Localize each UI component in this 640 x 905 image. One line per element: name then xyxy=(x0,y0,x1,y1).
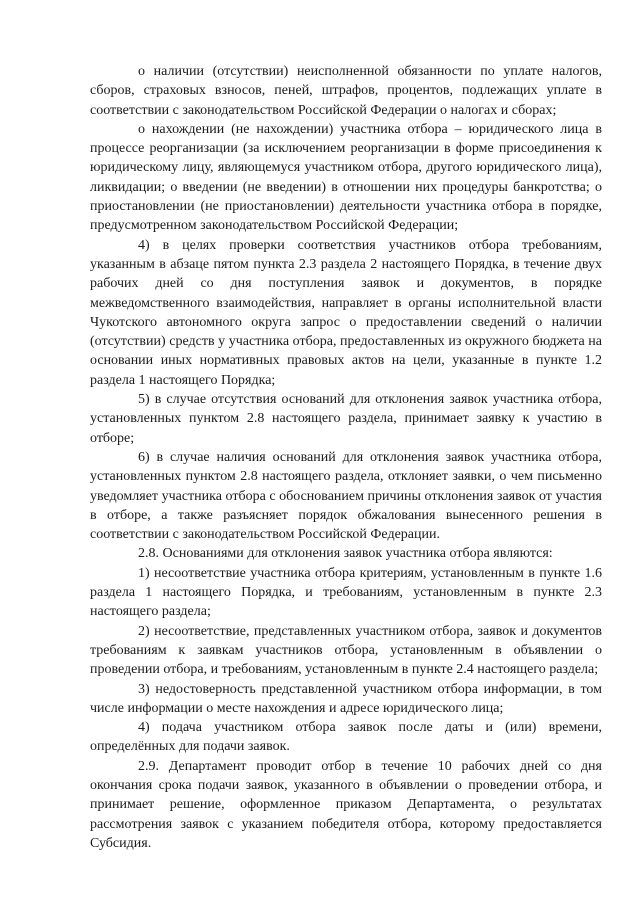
paragraph-section-2-9: 2.9. Департамент проводит отбор в течение 10 рабочих дней со дня окончания срока подачи заявок, указанного в объявлении о проведении отбора, и принимает решение, оформленное приказом Департамента, о результатах рассмотрения заявок с указанием победителя отбора, которому предоставляется Субсидия. xyxy=(90,758,602,851)
paragraph-ground-4: 4) подача участником отбора заявок после даты и (или) времени, определённых для подачи заявок. xyxy=(90,720,602,755)
paragraph-section-2-8-heading: 2.8. Основаниями для отклонения заявок участника отбора являются: xyxy=(138,546,553,562)
paragraph-ground-1: 1) несоответствие участника отбора критериям, установленным в пункте 1.6 раздела 1 настоящего Порядка, и требованиям, установленным в пункте 2.3 настоящего раздела; xyxy=(90,565,602,620)
paragraph-ground-3: 3) недостоверность представленной участником отбора информации, в том числе информации о месте нахождения и адресе юридического лица; xyxy=(90,681,602,716)
paragraph-item-5-accept: 5) в случае отсутствия оснований для отклонения заявок участника отбора, установленных пунктом 2.8 настоящего раздела, принимает заявку к участию в отборе; xyxy=(90,392,602,446)
paragraph-tax-obligation: о наличии (отсутствии) неисполненной обязанности по уплате налогов, сборов, страховых взносов, пеней, штрафов, процентов, подлежащих уплате в соответствии с законодательством Российской Федерации о налогах и сборах; xyxy=(90,64,602,118)
paragraph-reorganization-status: о нахождении (не нахождении) участника отбора – юридического лица в процессе реорганизации (за исключением реорганизации в форме присоединения к юридическому лицу, являющемуся участником отбора, другого юридического лица), ликвидации; о введении (не введении) в отношении них процедуры банкротства; о приостановлении (не приостановлении) деятельности участника отбора в порядке, предусмотренном законодательством Российской Федерации; xyxy=(90,121,602,234)
document-page xyxy=(90,62,602,853)
paragraph-item-6-reject: 6) в случае наличия оснований для отклонения заявок участника отбора, установленных пунктом 2.8 настоящего раздела, отклоняет заявки, о чем письменно уведомляет участника отбора с обоснованием причины отклонения заявок от участия в отборе, а также разъясняет порядок обжалования вынесенного решения в соответствии с законодательством Российской Федерации. xyxy=(90,449,602,543)
paragraph-item-4-verification: 4) в целях проверки соответствия участников отбора требованиям, указанным в абзаце пятом пункта 2.3 раздела 2 настоящего Порядка, в течение двух рабочих дней со дня поступления заявок и документов, в порядке межведомственного взаимодействия, направляет в органы исполнительной власти Чукотского автономного округа запрос о предоставлении сведений о наличии (отсутствии) средств у участника отбора, предоставленных из окружного бюджета на основании иных нормативных правовых актов на цели, указанные в пункте 1.2 раздела 1 настоящего Порядка; xyxy=(90,237,602,388)
paragraph-ground-2: 2) несоответствие, представленных участником отбора, заявок и документов требованиям к заявкам участников отбора, установленным в объявлении о проведении отбора, и требованиям, установленным в пункте 2.4 настоящего раздела; xyxy=(90,623,602,678)
